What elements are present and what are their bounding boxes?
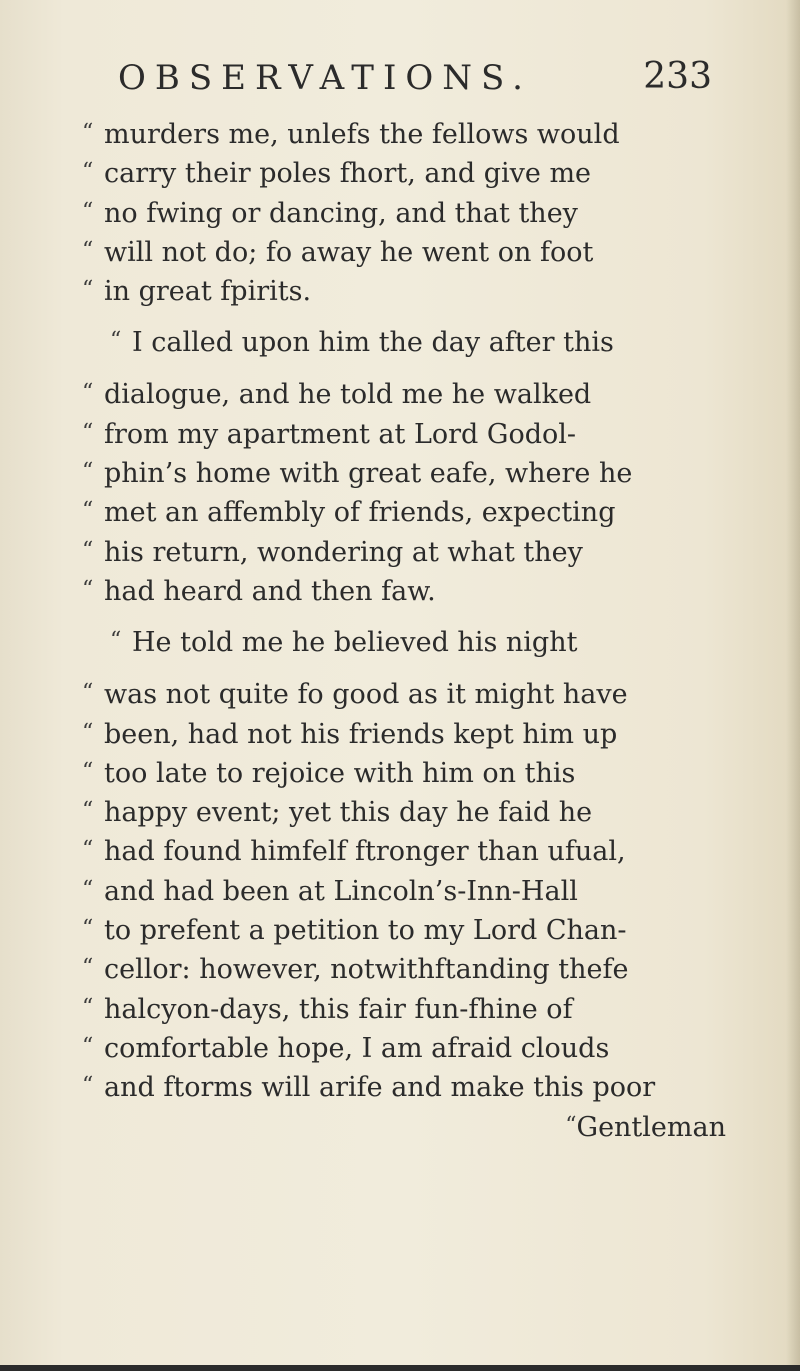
line-text: no fwing or dancing, and that they	[104, 197, 578, 229]
opening-quote: “	[82, 198, 94, 224]
line-text: comfortable hope, I am afraid clouds	[104, 1032, 610, 1064]
text-line	[82, 452, 782, 491]
paragraph-first-line	[82, 609, 782, 673]
opening-quote: “	[82, 876, 94, 902]
line-text: murders me, unlefs the fellows would	[104, 119, 620, 150]
catchword-text: Gentleman	[576, 1111, 726, 1143]
text-line	[82, 113, 782, 152]
catchword	[82, 1106, 782, 1145]
bottom-rule	[0, 1365, 800, 1371]
text-line	[82, 713, 782, 752]
opening-quote: “	[82, 277, 94, 303]
line-text: from my apartment at Lord Godol-	[104, 418, 577, 450]
opening-quote: “	[82, 1033, 94, 1059]
opening-quote: “	[82, 758, 94, 784]
running-head: OBSERVATIONS.	[118, 58, 532, 98]
line-text: was not quite fo good as it might have	[104, 679, 628, 711]
text-line	[82, 1066, 782, 1105]
opening-quote: “	[82, 955, 94, 981]
text-line	[82, 909, 782, 948]
line-text: met an affembly of friends, expecting	[104, 497, 616, 529]
opening-quote: “	[82, 159, 94, 185]
text-line	[82, 152, 782, 191]
text-line	[82, 531, 782, 570]
opening-quote: “	[82, 576, 94, 602]
text-line	[82, 270, 782, 309]
text-line	[82, 752, 782, 791]
page-number: 233	[643, 56, 712, 97]
opening-quote: “	[82, 1073, 94, 1099]
line-text: halcyon-days, this fair fun-fhine of	[104, 993, 573, 1025]
line-text: He told me he believed his night	[132, 627, 578, 659]
text-line	[82, 948, 782, 987]
opening-quote: “	[82, 719, 94, 745]
line-text: phin’s home with great eafe, where he	[104, 458, 633, 490]
text-line	[82, 988, 782, 1027]
opening-quote: “	[82, 459, 94, 485]
line-text: and had been at Lincoln’s-Inn-Hall	[104, 875, 578, 907]
opening-quote: “	[82, 837, 94, 863]
opening-quote: “	[82, 419, 94, 445]
text-line	[82, 673, 782, 712]
line-text: and ftorms will arife and make this poor	[104, 1072, 656, 1104]
opening-quote: “	[82, 237, 94, 263]
line-text: carry their poles fhort, and give me	[104, 158, 592, 190]
text-line	[82, 413, 782, 452]
text-line	[82, 491, 782, 530]
opening-quote: “	[82, 380, 94, 406]
opening-quote: “	[82, 498, 94, 524]
text-line	[82, 830, 782, 869]
opening-quote: “	[82, 798, 94, 824]
paragraph-first-line	[82, 309, 782, 373]
line-text: in great fpirits.	[104, 276, 312, 308]
line-text: to prefent a petition to my Lord Chan-	[104, 915, 627, 947]
line-text: been, had not his friends kept him up	[104, 718, 618, 750]
line-text: had heard and then faw.	[104, 575, 436, 607]
opening-quote: “	[110, 628, 122, 654]
line-text: his return, wondering at what they	[104, 536, 583, 568]
opening-quote: “	[82, 916, 94, 942]
text-line	[82, 231, 782, 270]
opening-quote: “	[565, 1112, 577, 1138]
text-line	[82, 373, 782, 412]
text-line	[82, 570, 782, 609]
line-text: dialogue, and he told me he walked	[104, 379, 592, 411]
text-line	[82, 791, 782, 830]
opening-quote: “	[110, 328, 122, 354]
line-text: cellor: however, notwithftanding thefe	[104, 954, 629, 986]
line-text: too late to rejoice with him on this	[104, 757, 576, 789]
line-text: will not do; fo away he went on foot	[104, 236, 594, 268]
line-text: had found himfelf ftronger than ufual,	[104, 836, 626, 868]
text-line	[82, 192, 782, 231]
text-line	[82, 1027, 782, 1066]
body-text	[82, 113, 782, 1145]
opening-quote: “	[82, 537, 94, 563]
opening-quote: “	[82, 680, 94, 706]
line-text: I called upon him the day after this	[132, 327, 614, 359]
opening-quote: “	[82, 994, 94, 1020]
opening-quote: “	[82, 120, 94, 145]
text-line	[82, 870, 782, 909]
page-edge-shadow	[786, 0, 800, 1371]
line-text: happy event; yet this day he faid he	[104, 797, 593, 829]
